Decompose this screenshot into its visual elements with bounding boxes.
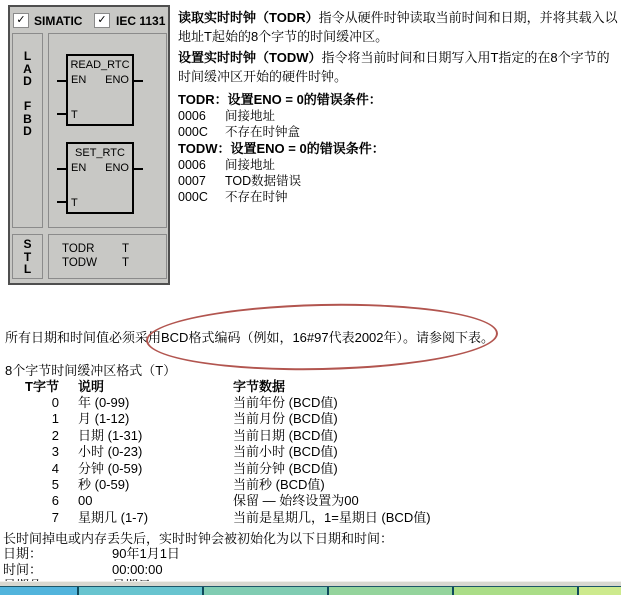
- instruction-panel: [8, 5, 170, 285]
- stl-letter: S: [23, 237, 32, 251]
- checkmark-icon: ✓: [16, 14, 26, 26]
- taskbar: [0, 586, 621, 595]
- stl-letter: L: [23, 262, 32, 276]
- table-row: 3 小时 (0-23) 当前小时 (BCD值): [51, 444, 338, 460]
- ladder-diagram-area: [48, 33, 167, 228]
- taskbar-button[interactable]: [579, 587, 621, 595]
- todr-error-header: TODR：设置ENO = 0的错误条件：: [178, 92, 382, 107]
- stl-label-box: [12, 234, 43, 279]
- table-row: 2 日期 (1-31) 当前日期 (BCD值): [51, 427, 338, 443]
- lad-letter: A: [23, 61, 32, 76]
- t-pin-label: T: [71, 109, 78, 121]
- fbd-letter: F: [23, 99, 32, 113]
- checkmark-icon: ✓: [97, 14, 107, 26]
- taskbar-button[interactable]: [79, 587, 204, 595]
- block-title: READ_RTC: [70, 59, 130, 71]
- init-intro: 长时间掉电或内存丢失后，实时时钟会被初始化为以下日期和时间：: [3, 531, 394, 546]
- eno-pin-label: ENO: [105, 162, 129, 174]
- todw-description: 设置实时时钟（TODW）指令将当前时间和日期写入用T指定的在8个字节的时间缓冲区开始的硬件时钟。: [178, 50, 610, 84]
- error-line: 0006 间接地址: [178, 109, 276, 123]
- en-pin-label: EN: [71, 74, 87, 86]
- stl-mnemonic-box: [48, 234, 167, 279]
- table-row: 7 星期几 (1-7) 当前是星期几，1=星期日 (BCD值): [51, 509, 431, 525]
- taskbar-button[interactable]: [0, 587, 79, 595]
- time-buffer-table: [5, 378, 485, 526]
- eno-pin-label: ENO: [105, 74, 129, 86]
- t-pin-label: T: [71, 197, 78, 209]
- eno-pin-stub: [134, 80, 143, 82]
- lad-letter: D: [23, 74, 32, 88]
- table-row: 1 月 (1-12) 当前月份 (BCD值): [51, 411, 338, 427]
- error-line: 0006 间接地址: [178, 158, 276, 172]
- block-title: SET_RTC: [75, 147, 125, 159]
- taskbar-button[interactable]: [329, 587, 454, 595]
- init-row: 时间： 00:00:00: [3, 562, 163, 577]
- set-rtc-block: [66, 142, 134, 214]
- stl-line: [62, 257, 129, 269]
- lad-fbd-label-box: [12, 33, 43, 228]
- bcd-note: 所有日期和时间值必须采用BCD格式编码（例如，16#97代表2002年）。请参阅下表。: [5, 330, 495, 345]
- mnemonic: TODW: [62, 257, 97, 269]
- taskbar-button[interactable]: [454, 587, 579, 595]
- table-row: 5 秒 (0-59) 当前秒 (BCD值): [51, 476, 325, 492]
- t-pin-stub: [57, 113, 66, 115]
- fbd-letter: B: [23, 111, 32, 126]
- todr-description: 读取实时时钟（TODR）指令从硬件时钟读取当前时间和日期，并将其载入以地址T起始的8个字节的时间缓冲区。: [178, 10, 618, 44]
- iec1131-label: IEC 1131: [116, 14, 166, 28]
- read-rtc-block: [66, 54, 134, 126]
- taskbar-button[interactable]: [204, 587, 329, 595]
- iec1131-checkbox[interactable]: [94, 13, 110, 28]
- simatic-label: SIMATIC: [34, 14, 83, 28]
- eno-pin-stub: [134, 168, 143, 170]
- simatic-checkbox[interactable]: [13, 13, 29, 28]
- stl-line: [62, 243, 129, 255]
- table-header-row: T字节 说明 字节数据: [25, 379, 286, 394]
- en-pin-label: EN: [71, 162, 87, 174]
- error-line: 000C 不存在时钟盒: [178, 125, 301, 139]
- todw-error-header: TODW：设置ENO = 0的错误条件：: [178, 141, 385, 156]
- lad-letter: L: [23, 49, 32, 63]
- table-row: 0 年 (0-99) 当前年份 (BCD值): [51, 395, 338, 410]
- error-line: 000C 不存在时钟: [178, 190, 288, 204]
- table-title: 8个字节时间缓冲区格式（T）: [5, 363, 177, 378]
- mnemonic: TODR: [62, 243, 95, 255]
- table-row: 4 分钟 (0-59) 当前分钟 (BCD值): [51, 460, 338, 476]
- en-pin-stub: [57, 80, 66, 82]
- table-row: 6 00 保留 — 始终设置为00: [51, 493, 359, 509]
- stl-letter: T: [23, 249, 32, 264]
- en-pin-stub: [57, 168, 66, 170]
- init-row: 日期： 90年1月1日: [3, 546, 180, 561]
- t-pin-stub: [57, 201, 66, 203]
- error-line: 0007 TOD数据错误: [178, 174, 302, 188]
- fbd-letter: D: [23, 124, 32, 138]
- operand: T: [122, 243, 130, 255]
- operand: T: [122, 257, 130, 269]
